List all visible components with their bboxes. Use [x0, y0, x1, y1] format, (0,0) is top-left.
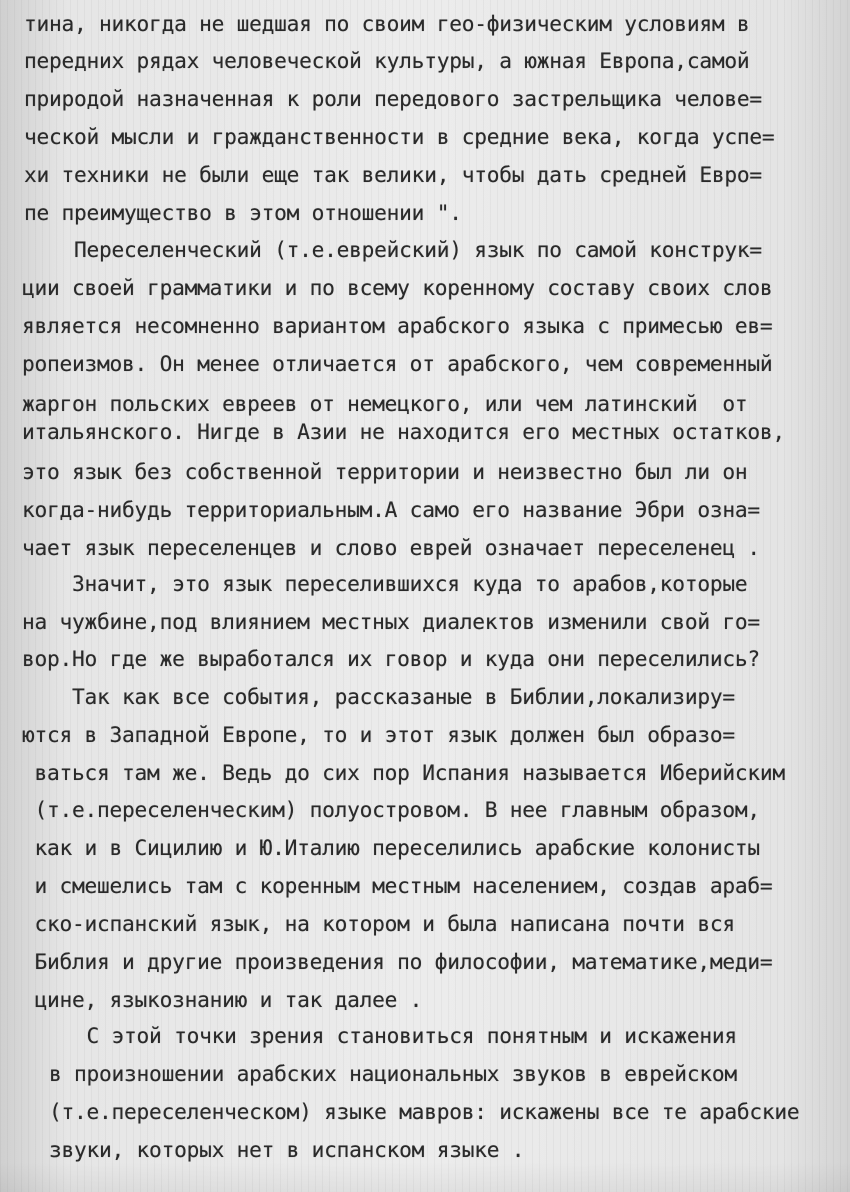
text-line-30: (т.е.переселенческом) языке мавров: искажены все те арабские — [24, 1099, 800, 1124]
text-line-2: передних рядах человеческой культуры, а южная Европа,самой — [24, 48, 750, 73]
text-line-19: Так как все события, рассказаные в Библии,локализиру= — [22, 684, 735, 709]
text-line-1: тина, никогда не шедшая по своим гео-физическим условиям в — [24, 11, 750, 36]
text-line-26: Библия и другие произведения по философии, математике,меди= — [22, 949, 773, 974]
text-line-10: ропеизмов. Он менее отличается от арабского, чем современный — [22, 351, 773, 376]
text-line-4: ческой мысли и гражданственности в средние века, когда успе= — [24, 124, 775, 149]
text-line-21: ваться там же. Ведь до сих пор Испания называется Иберийским — [22, 760, 785, 785]
text-line-12: итальянского. Нигде в Азии не находится его местных остатков, — [22, 419, 785, 444]
text-line-9: является несомненно вариантом арабского языка с примесью ев= — [22, 313, 773, 338]
text-line-24: и смешелись там с коренным местным населением, создав араб= — [22, 873, 773, 898]
text-line-8: ции своей грамматики и по всему коренному составу своих слов — [22, 275, 773, 300]
text-line-22: (т.е.переселенческим) полуостровом. В нее главным образом, — [22, 797, 760, 822]
text-line-28: С этой точки зрения становиться понятным и искажения — [24, 1023, 737, 1048]
text-line-7: Переселенческий (т.е.еврейский) язык по самой конструк= — [24, 237, 762, 262]
text-line-6: пе преимущество в этом отношении ". — [24, 200, 462, 225]
text-line-27: цине, языкознанию и так далее . — [22, 987, 423, 1012]
text-line-17: на чужбине,под влиянием местных диалектов изменили свой го= — [22, 609, 760, 634]
text-line-25: ско-испанский язык, на котором и была написана почти вся — [22, 911, 735, 936]
text-line-13: это язык без собственной территории и неизвестно был ли он — [22, 459, 748, 484]
text-line-11: жаргон польских евреев от немецкого, или чем латинский от — [22, 391, 748, 416]
text-line-31: звуки, которых нет в испанском языке . — [24, 1137, 525, 1162]
text-line-29: в произношении арабских национальных звуков в еврейском — [24, 1061, 737, 1086]
page-bottom-edge — [0, 1162, 850, 1192]
text-line-3: природой назначенная к роли передового застрельщика челове= — [24, 86, 762, 111]
text-line-16: Значит, это язык переселившихся куда то арабов,которые — [22, 571, 748, 596]
text-line-15: чает язык переселенцев и слово еврей означает переселенец . — [22, 535, 760, 560]
text-line-18: вор.Но где же выработался их говор и куда они переселились? — [22, 646, 760, 671]
text-line-5: хи техники не были еще так велики, чтобы дать средней Евро= — [24, 162, 762, 187]
text-line-23: как и в Сицилию и Ю.Италию переселились арабские колонисты — [22, 835, 760, 860]
text-line-20: ются в Западной Европе, то и этот язык должен был образо= — [22, 722, 735, 747]
text-line-14: когда-нибудь территориальным.А само его название Эбри озна= — [22, 497, 760, 522]
